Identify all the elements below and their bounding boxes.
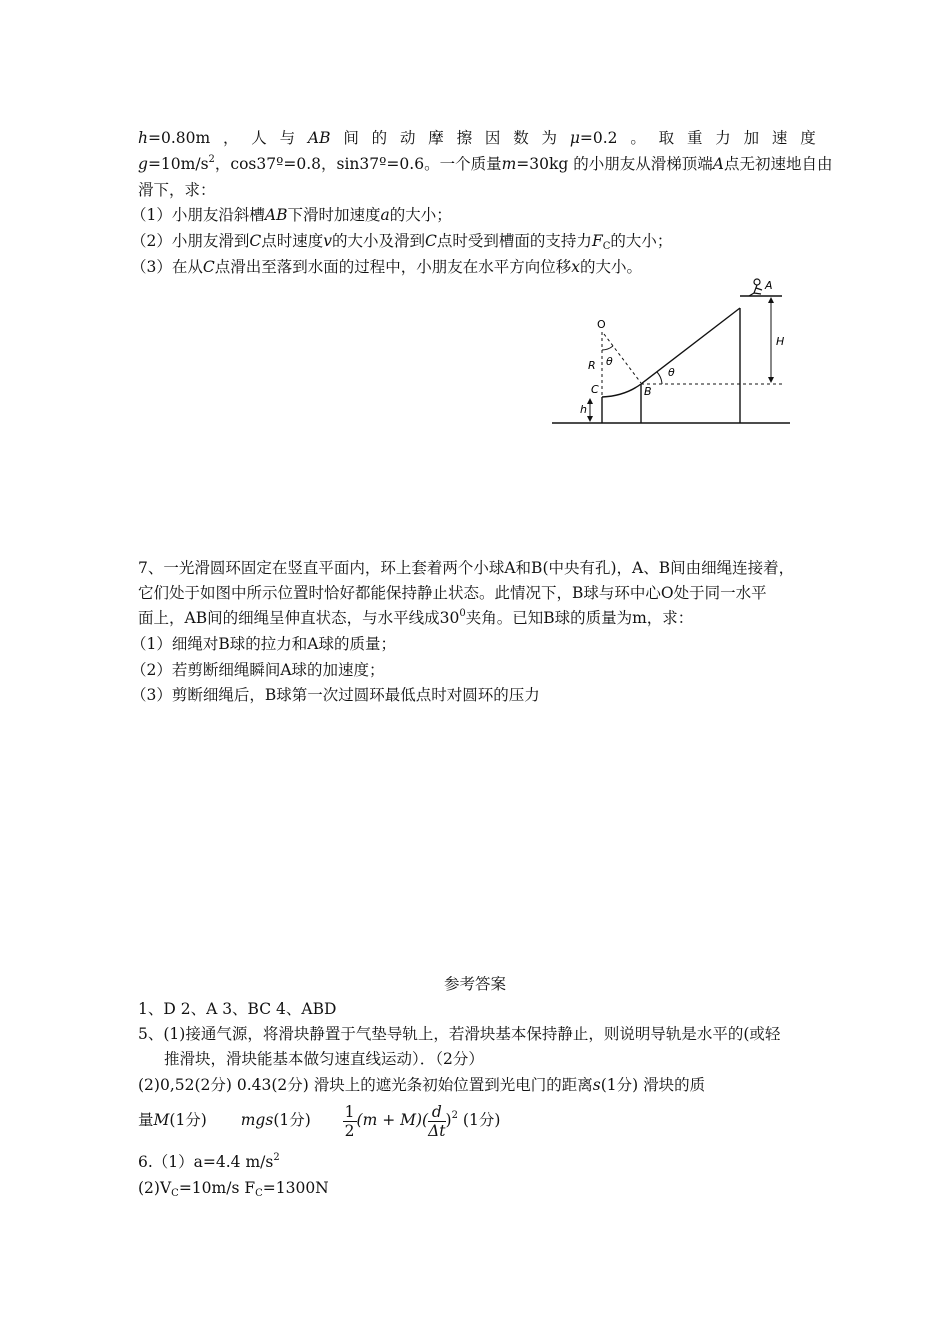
text: ，cos37º=0.8，sin37º=0.6。一个质量 [214, 155, 502, 173]
numerator: 1 [344, 1102, 355, 1121]
q6-sub-2 [131, 230, 672, 252]
fraction-half [343, 1103, 357, 1140]
answers-title: 参考答案 [443, 975, 506, 993]
text: 取 [658, 129, 675, 147]
text: 夹角。已知B球的质量为m，求： [465, 609, 694, 627]
text: (1分) [169, 1111, 207, 1129]
text: =10m/s F [178, 1179, 256, 1197]
h-arrow-up [587, 398, 593, 404]
denominator: Δt [428, 1121, 446, 1140]
var-c: C [249, 232, 262, 250]
var-mu: μ [569, 129, 580, 147]
text: 加 [743, 129, 760, 147]
denominator: 2 [344, 1121, 355, 1140]
text: 。 [630, 129, 646, 147]
fraction-d-dt [428, 1103, 445, 1140]
angle-arc-b [657, 372, 662, 384]
q6-sub-1 [131, 204, 452, 226]
superscript: 2 [208, 154, 215, 165]
var-ab: AB [307, 129, 331, 147]
var-a: a [380, 206, 390, 224]
var-c: C [202, 258, 215, 276]
var-s: s [592, 1076, 601, 1094]
subscript: C [255, 1188, 263, 1199]
child-icon [749, 279, 762, 296]
text: 与 [279, 129, 296, 147]
var-mgs: mgs [240, 1111, 274, 1129]
q7-sub-2: （2）若剪断细绳瞬间A球的加速度； [131, 661, 385, 679]
H-arrow-down [768, 377, 774, 383]
text: =0.2 [579, 129, 618, 147]
label-theta-b: θ [668, 366, 675, 379]
text: 人 [251, 129, 267, 147]
q7-sub-1: （1）细绳对B球的拉力和A球的质量； [131, 635, 396, 653]
label-a: A [765, 279, 773, 292]
answer-1-4: 1、D 2、A 3、BC 4、ABD [138, 1000, 337, 1018]
text: 量 [138, 1111, 154, 1129]
q6-line-1 [138, 127, 816, 149]
label-o: O [597, 318, 606, 331]
var-x: x [571, 258, 581, 276]
text: 点滑出至落到水面的过程中，小朋友在水平方向位移 [214, 258, 572, 276]
var-m: M [153, 1111, 170, 1129]
var-c: C [425, 232, 437, 250]
var-f: F [591, 232, 603, 250]
superscript: 2 [273, 1152, 280, 1163]
q6-line-3: 滑下，求： [138, 181, 216, 199]
label-r: R [588, 359, 596, 372]
subscript: C [602, 241, 611, 252]
q7-sub-3: （3）剪断细绳后，B球第一次过圆环最低点时对圆环的压力 [131, 686, 540, 704]
slope-ab [641, 308, 740, 384]
H-arrow-up [768, 297, 774, 303]
var-v: v [323, 232, 333, 250]
q7-line-2: 它们处于如图中所示位置时恰好都能保持静止状态。此情况下，B球与环中心O处于同一水平 [138, 584, 767, 602]
label-H: H [776, 335, 785, 348]
angle-arc-o [602, 346, 613, 350]
text: =1300N [262, 1179, 329, 1197]
text: （3）在从 [131, 258, 203, 276]
text: (2)0,52(2分) 0.43(2分) 滑块上的遮光条初始位置到光电门的距离 [138, 1076, 593, 1094]
answer-6-line-2 [138, 1177, 329, 1199]
text: 6.（1）a=4.4 m/s [138, 1153, 274, 1171]
text: 的大小。 [580, 258, 643, 276]
text: =0.80m [147, 129, 211, 147]
var-g: g [138, 155, 148, 173]
var-a: A [712, 155, 724, 173]
text: 的大小； [389, 206, 452, 224]
subscript: C [171, 1188, 179, 1199]
slide-figure [540, 272, 800, 432]
text: 因 [484, 129, 501, 147]
q7-line-3 [138, 607, 693, 629]
text: 力 [715, 129, 731, 147]
text: 度 [800, 129, 816, 147]
answer-5-line-4 [138, 1098, 500, 1142]
superscript: 2 [451, 1110, 458, 1121]
text: 点时速度 [261, 232, 324, 250]
text: （1）小朋友沿斜槽 [131, 206, 265, 224]
var-ab: AB [264, 206, 288, 224]
answer-6-line-1 [138, 1151, 280, 1173]
label-theta-o: θ [606, 355, 613, 368]
text: 速 [771, 129, 788, 147]
text: 点时受到槽面的支持力 [436, 232, 592, 250]
text: 数 [513, 129, 529, 147]
text: 面上，AB间的细绳呈伸直状态，与水平线成30 [138, 609, 460, 627]
superscript: 0 [459, 608, 466, 619]
text: 动 [399, 129, 416, 147]
q7-line-1: 7、一光滑圆环固定在竖直平面内，环上套着两个小球A和B(中央有孔)，A、B间由细绳连接着， [138, 559, 795, 577]
text: 的大小； [610, 232, 673, 250]
var-h: h [138, 129, 148, 147]
answer-5-line-2: 推滑块，滑块能基本做匀速直线运动）．（2分） [164, 1050, 484, 1068]
q6-line-2 [138, 153, 832, 175]
answer-5-line-3 [138, 1074, 705, 1096]
text: =10m/s [147, 155, 209, 173]
text: 摩 [428, 129, 444, 147]
text: (1分) 滑块的质 [600, 1076, 706, 1094]
text: 擦 [456, 129, 473, 147]
text: (1分) [462, 1111, 501, 1129]
arc-bc [602, 384, 641, 397]
label-c: C [591, 383, 599, 396]
text: ， [222, 129, 239, 147]
text: 的大小及滑到 [332, 232, 426, 250]
label-b: B [644, 385, 652, 398]
text: ) [445, 1111, 452, 1129]
text: =30kg 的小朋友从滑梯顶端 [516, 155, 713, 173]
text: 的 [371, 129, 388, 147]
h-arrow-down [587, 416, 593, 422]
numerator: d [428, 1103, 445, 1122]
text: (2)V [138, 1179, 172, 1197]
text: 重 [686, 129, 703, 147]
label-h: h [580, 403, 587, 416]
var-m: m [501, 155, 517, 173]
text: (1分) [273, 1111, 311, 1129]
text: 为 [541, 129, 558, 147]
text: 间 [343, 129, 359, 147]
text: （2）小朋友滑到 [131, 232, 250, 250]
answer-5-line-1: 5、(1)接通气源，将滑块静置于气垫导轨上，若滑块基本保持静止，则说明导轨是水平的(或轻 [138, 1025, 781, 1043]
expression: (m + M)( [356, 1111, 429, 1129]
text: 点无初速地自由 [723, 155, 833, 173]
text: 下滑时加速度 [287, 206, 381, 224]
